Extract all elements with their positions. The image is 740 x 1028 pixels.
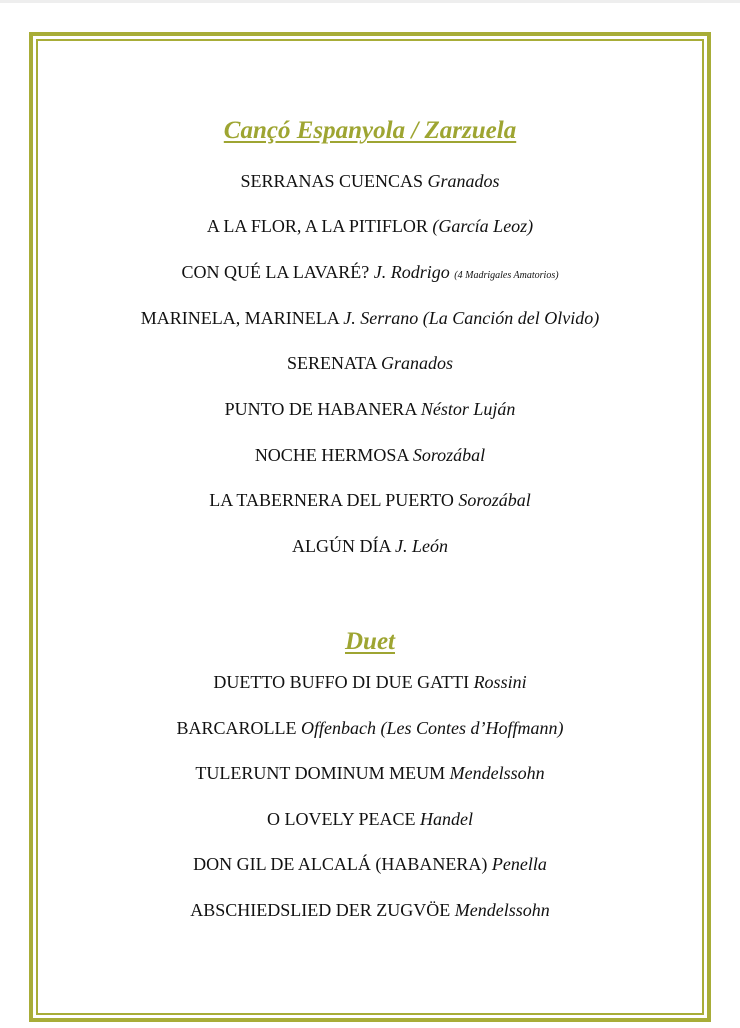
item-title: MARINELA, MARINELA	[140, 308, 339, 328]
item-composer: Sorozábal	[458, 490, 531, 510]
item-composer: Mendelssohn	[454, 900, 550, 920]
program-item	[0, 717, 740, 739]
item-title: SERENATA	[286, 353, 377, 373]
item-composer: Mendelssohn	[449, 763, 545, 783]
program-item	[0, 398, 740, 420]
program-item	[0, 352, 740, 374]
program-item	[0, 261, 740, 287]
program-item	[0, 307, 740, 329]
item-composer: J. Rodrigo	[373, 262, 450, 282]
item-title: DON GIL DE ALCALÁ (HABANERA)	[193, 854, 488, 874]
item-composer: Penella	[491, 854, 547, 874]
program-item	[0, 215, 740, 237]
item-composer: Granados	[381, 353, 454, 373]
item-composer: J. Serrano (La Canción del Olvido)	[343, 308, 600, 328]
item-title: LA TABERNERA DEL PUERTO	[209, 490, 454, 510]
item-composer: Handel	[420, 809, 474, 829]
item-composer: Offenbach (Les Contes d’Hoffmann)	[301, 718, 564, 738]
program-item	[0, 535, 740, 557]
item-composer: Granados	[427, 171, 500, 191]
program-item	[0, 170, 740, 192]
item-title: O LOVELY PEACE	[266, 809, 416, 829]
item-note: (4 Madrigales Amatorios)	[454, 270, 559, 281]
item-title: DUETTO BUFFO DI DUE GATTI	[213, 672, 470, 692]
program-item	[0, 899, 740, 921]
program-item	[0, 489, 740, 511]
item-title: SERRANAS CUENCAS	[240, 171, 424, 191]
item-title: ALGÚN DÍA	[292, 536, 391, 556]
item-composer: Rossini	[473, 672, 527, 692]
program-item	[0, 671, 740, 693]
section-heading-duet: Duet	[345, 628, 395, 655]
item-title: CON QUÉ LA LAVARÉ?	[181, 262, 370, 282]
program-item	[0, 762, 740, 784]
section-heading-zarzuela: Cançó Espanyola / Zarzuela	[223, 117, 517, 144]
item-title: BARCAROLLE	[176, 718, 297, 738]
program-item	[0, 808, 740, 830]
item-title: TULERUNT DOMINUM MEUM	[195, 763, 446, 783]
item-title: NOCHE HERMOSA	[254, 445, 409, 465]
program-item	[0, 444, 740, 466]
item-composer: Sorozábal	[412, 445, 486, 465]
item-composer: J. León	[395, 536, 448, 556]
item-title: PUNTO DE HABANERA	[224, 399, 417, 419]
program-item	[0, 853, 740, 875]
item-composer: (García Leoz)	[432, 216, 534, 236]
item-title: A LA FLOR, A LA PITIFLOR	[206, 216, 428, 236]
item-title: ABSCHIEDSLIED DER ZUGVÖE	[190, 900, 451, 920]
top-divider-line	[0, 0, 740, 3]
item-composer: Néstor Luján	[420, 399, 516, 419]
